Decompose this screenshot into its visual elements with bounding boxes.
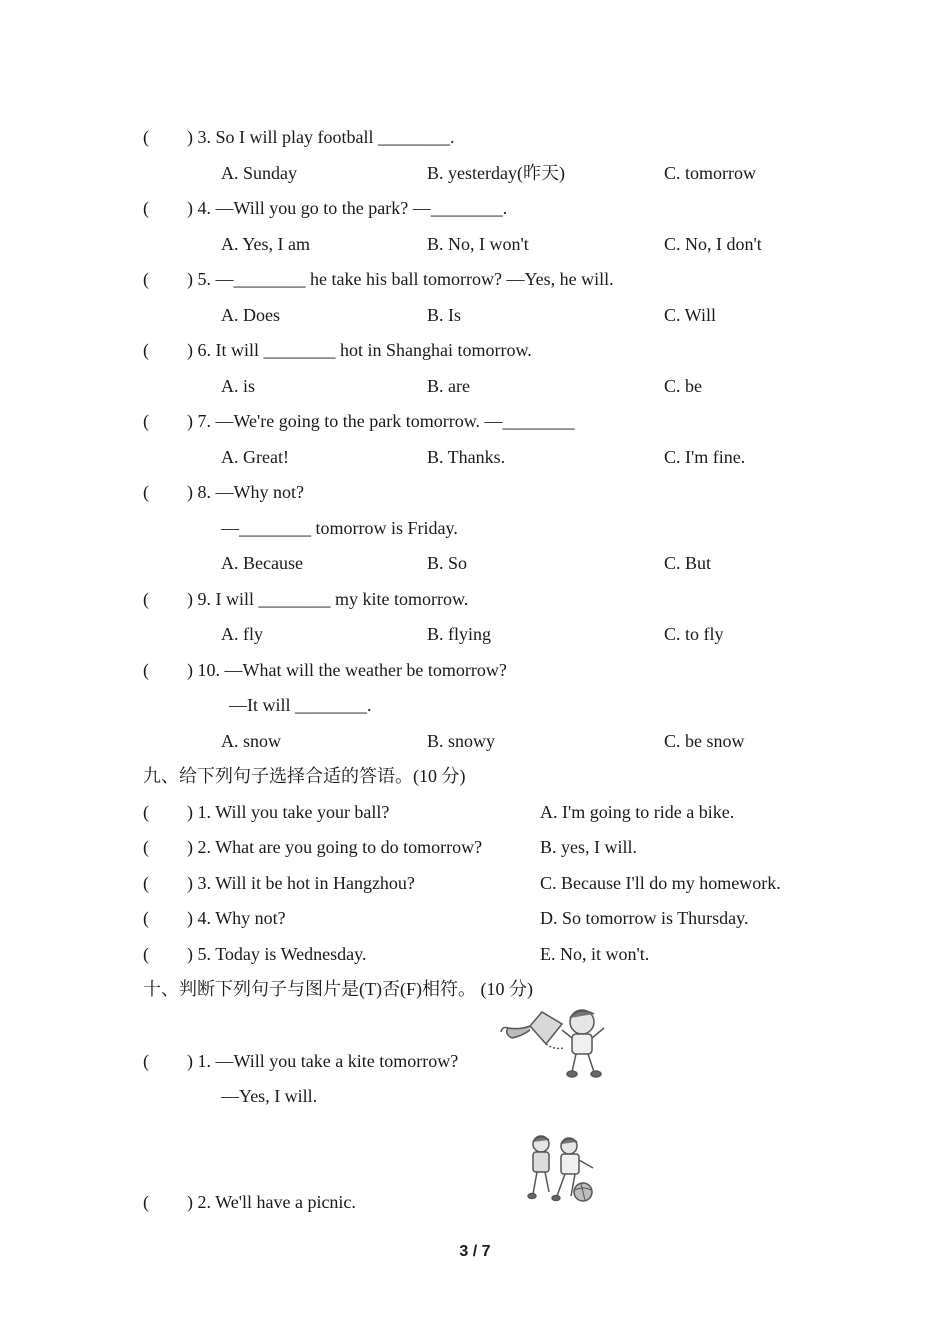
question-stem: I will ________ my kite tomorrow. — [215, 589, 469, 609]
question-9 — [187, 588, 468, 610]
question-stem-line-2: —It will ________. — [229, 695, 372, 715]
option-c: C. No, I don't — [664, 234, 762, 254]
answer-paren: ( — [143, 482, 149, 502]
answer-paren: ( — [143, 1192, 149, 1212]
match-question-4 — [187, 907, 286, 929]
option-a: A. Yes, I am — [221, 234, 311, 254]
question-stem: —What will the weather be tomorrow? — [224, 660, 507, 680]
answer-paren: ( — [143, 589, 149, 609]
question-stem-line-2: —Yes, I will. — [221, 1086, 318, 1106]
answer-paren: ( — [143, 837, 149, 857]
question-stem: Will it be hot in Hangzhou? — [215, 873, 415, 893]
answer-paren: ( — [143, 1051, 149, 1071]
question-stem: —Will you go to the park? —________. — [215, 198, 508, 218]
match-answer-e: E. No, it won't. — [540, 944, 650, 964]
answer-paren: ( — [143, 127, 149, 147]
judge-question-2 — [187, 1191, 356, 1213]
judge-question-1 — [187, 1050, 458, 1072]
question-stem: So I will play football ________. — [215, 127, 455, 147]
page-number: 3 / 7 — [459, 1243, 491, 1260]
question-number: ) 5. — [187, 944, 211, 964]
boy-illustration — [562, 1010, 604, 1077]
question-number: ) 9. — [187, 589, 211, 609]
answer-paren: ( — [143, 873, 149, 893]
question-stem: —Why not? — [215, 482, 304, 502]
boys-football-picture — [523, 1130, 603, 1210]
match-question-3 — [187, 872, 415, 894]
question-stem: —Will you take a kite tomorrow? — [215, 1051, 459, 1071]
option-b: B. Is — [427, 305, 462, 325]
option-c: C. be snow — [664, 731, 745, 751]
question-10 — [187, 659, 507, 681]
question-number: ) 5. — [187, 269, 211, 289]
option-c: C. But — [664, 553, 712, 573]
question-number: ) 4. — [187, 908, 211, 928]
boy-left-illustration — [528, 1136, 549, 1199]
answer-paren: ( — [143, 944, 149, 964]
kite-illustration — [501, 1012, 564, 1049]
question-number: ) 10. — [187, 660, 220, 680]
match-answer-b: B. yes, I will. — [540, 837, 637, 857]
question-number: ) 3. — [187, 873, 211, 893]
match-answer-a: A. I'm going to ride a bike. — [540, 802, 735, 822]
option-a: A. fly — [221, 624, 263, 644]
question-number: ) 1. — [187, 1051, 211, 1071]
option-b: B. flying — [427, 624, 492, 644]
answer-paren: ( — [143, 198, 149, 218]
section-9-title: 九、给下列句子选择合适的答语。(10 分) — [143, 766, 466, 786]
option-a: A. Because — [221, 553, 303, 573]
option-b: B. Thanks. — [427, 447, 506, 467]
question-stem: Today is Wednesday. — [215, 944, 367, 964]
option-a: A. Great! — [221, 447, 289, 467]
question-number: ) 2. — [187, 837, 211, 857]
match-answer-c: C. Because I'll do my homework. — [540, 873, 781, 893]
question-number: ) 2. — [187, 1192, 211, 1212]
option-c: C. to fly — [664, 624, 724, 644]
question-number: ) 8. — [187, 482, 211, 502]
option-a: A. is — [221, 376, 256, 396]
match-question-2 — [187, 836, 482, 858]
option-c: C. be — [664, 376, 702, 396]
question-number: ) 1. — [187, 802, 211, 822]
question-number: ) 6. — [187, 340, 211, 360]
section-10-title: 十、判断下列句子与图片是(T)否(F)相符。 (10 分) — [143, 979, 533, 999]
question-stem-line-2: —________ tomorrow is Friday. — [221, 518, 458, 538]
option-b: B. are — [427, 376, 470, 396]
match-question-1 — [187, 801, 389, 823]
option-b: B. yesterday(昨天) — [427, 163, 565, 183]
option-a: A. snow — [221, 731, 282, 751]
question-8 — [187, 481, 304, 503]
answer-paren: ( — [143, 411, 149, 431]
question-number: ) 3. — [187, 127, 211, 147]
option-c: C. tomorrow — [664, 163, 756, 183]
answer-paren: ( — [143, 660, 149, 680]
ball-illustration — [574, 1183, 592, 1201]
question-stem: Why not? — [215, 908, 286, 928]
question-3 — [187, 126, 454, 148]
option-b: B. No, I won't — [427, 234, 529, 254]
answer-paren: ( — [143, 802, 149, 822]
option-c: C. Will — [664, 305, 716, 325]
question-5 — [187, 268, 614, 290]
answer-paren: ( — [143, 340, 149, 360]
option-c: C. I'm fine. — [664, 447, 746, 467]
answer-paren: ( — [143, 269, 149, 289]
question-6 — [187, 339, 532, 361]
question-7 — [187, 410, 575, 432]
question-stem: It will ________ hot in Shanghai tomorrow. — [215, 340, 532, 360]
answer-paren: ( — [143, 908, 149, 928]
match-answer-d: D. So tomorrow is Thursday. — [540, 908, 749, 928]
question-stem: We'll have a picnic. — [215, 1192, 356, 1212]
question-stem: What are you going to do tomorrow? — [215, 837, 483, 857]
question-stem: Will you take your ball? — [215, 802, 390, 822]
question-4 — [187, 197, 507, 219]
option-b: B. snowy — [427, 731, 496, 751]
kite-boy-picture — [500, 1000, 612, 1080]
option-b: B. So — [427, 553, 468, 573]
question-number: ) 4. — [187, 198, 211, 218]
question-number: ) 7. — [187, 411, 211, 431]
question-stem: —We're going to the park tomorrow. —________ — [215, 411, 575, 431]
option-a: A. Sunday — [221, 163, 297, 183]
question-stem: —________ he take his ball tomorrow? —Yes, he will. — [215, 269, 614, 289]
match-question-5 — [187, 943, 366, 965]
option-a: A. Does — [221, 305, 280, 325]
